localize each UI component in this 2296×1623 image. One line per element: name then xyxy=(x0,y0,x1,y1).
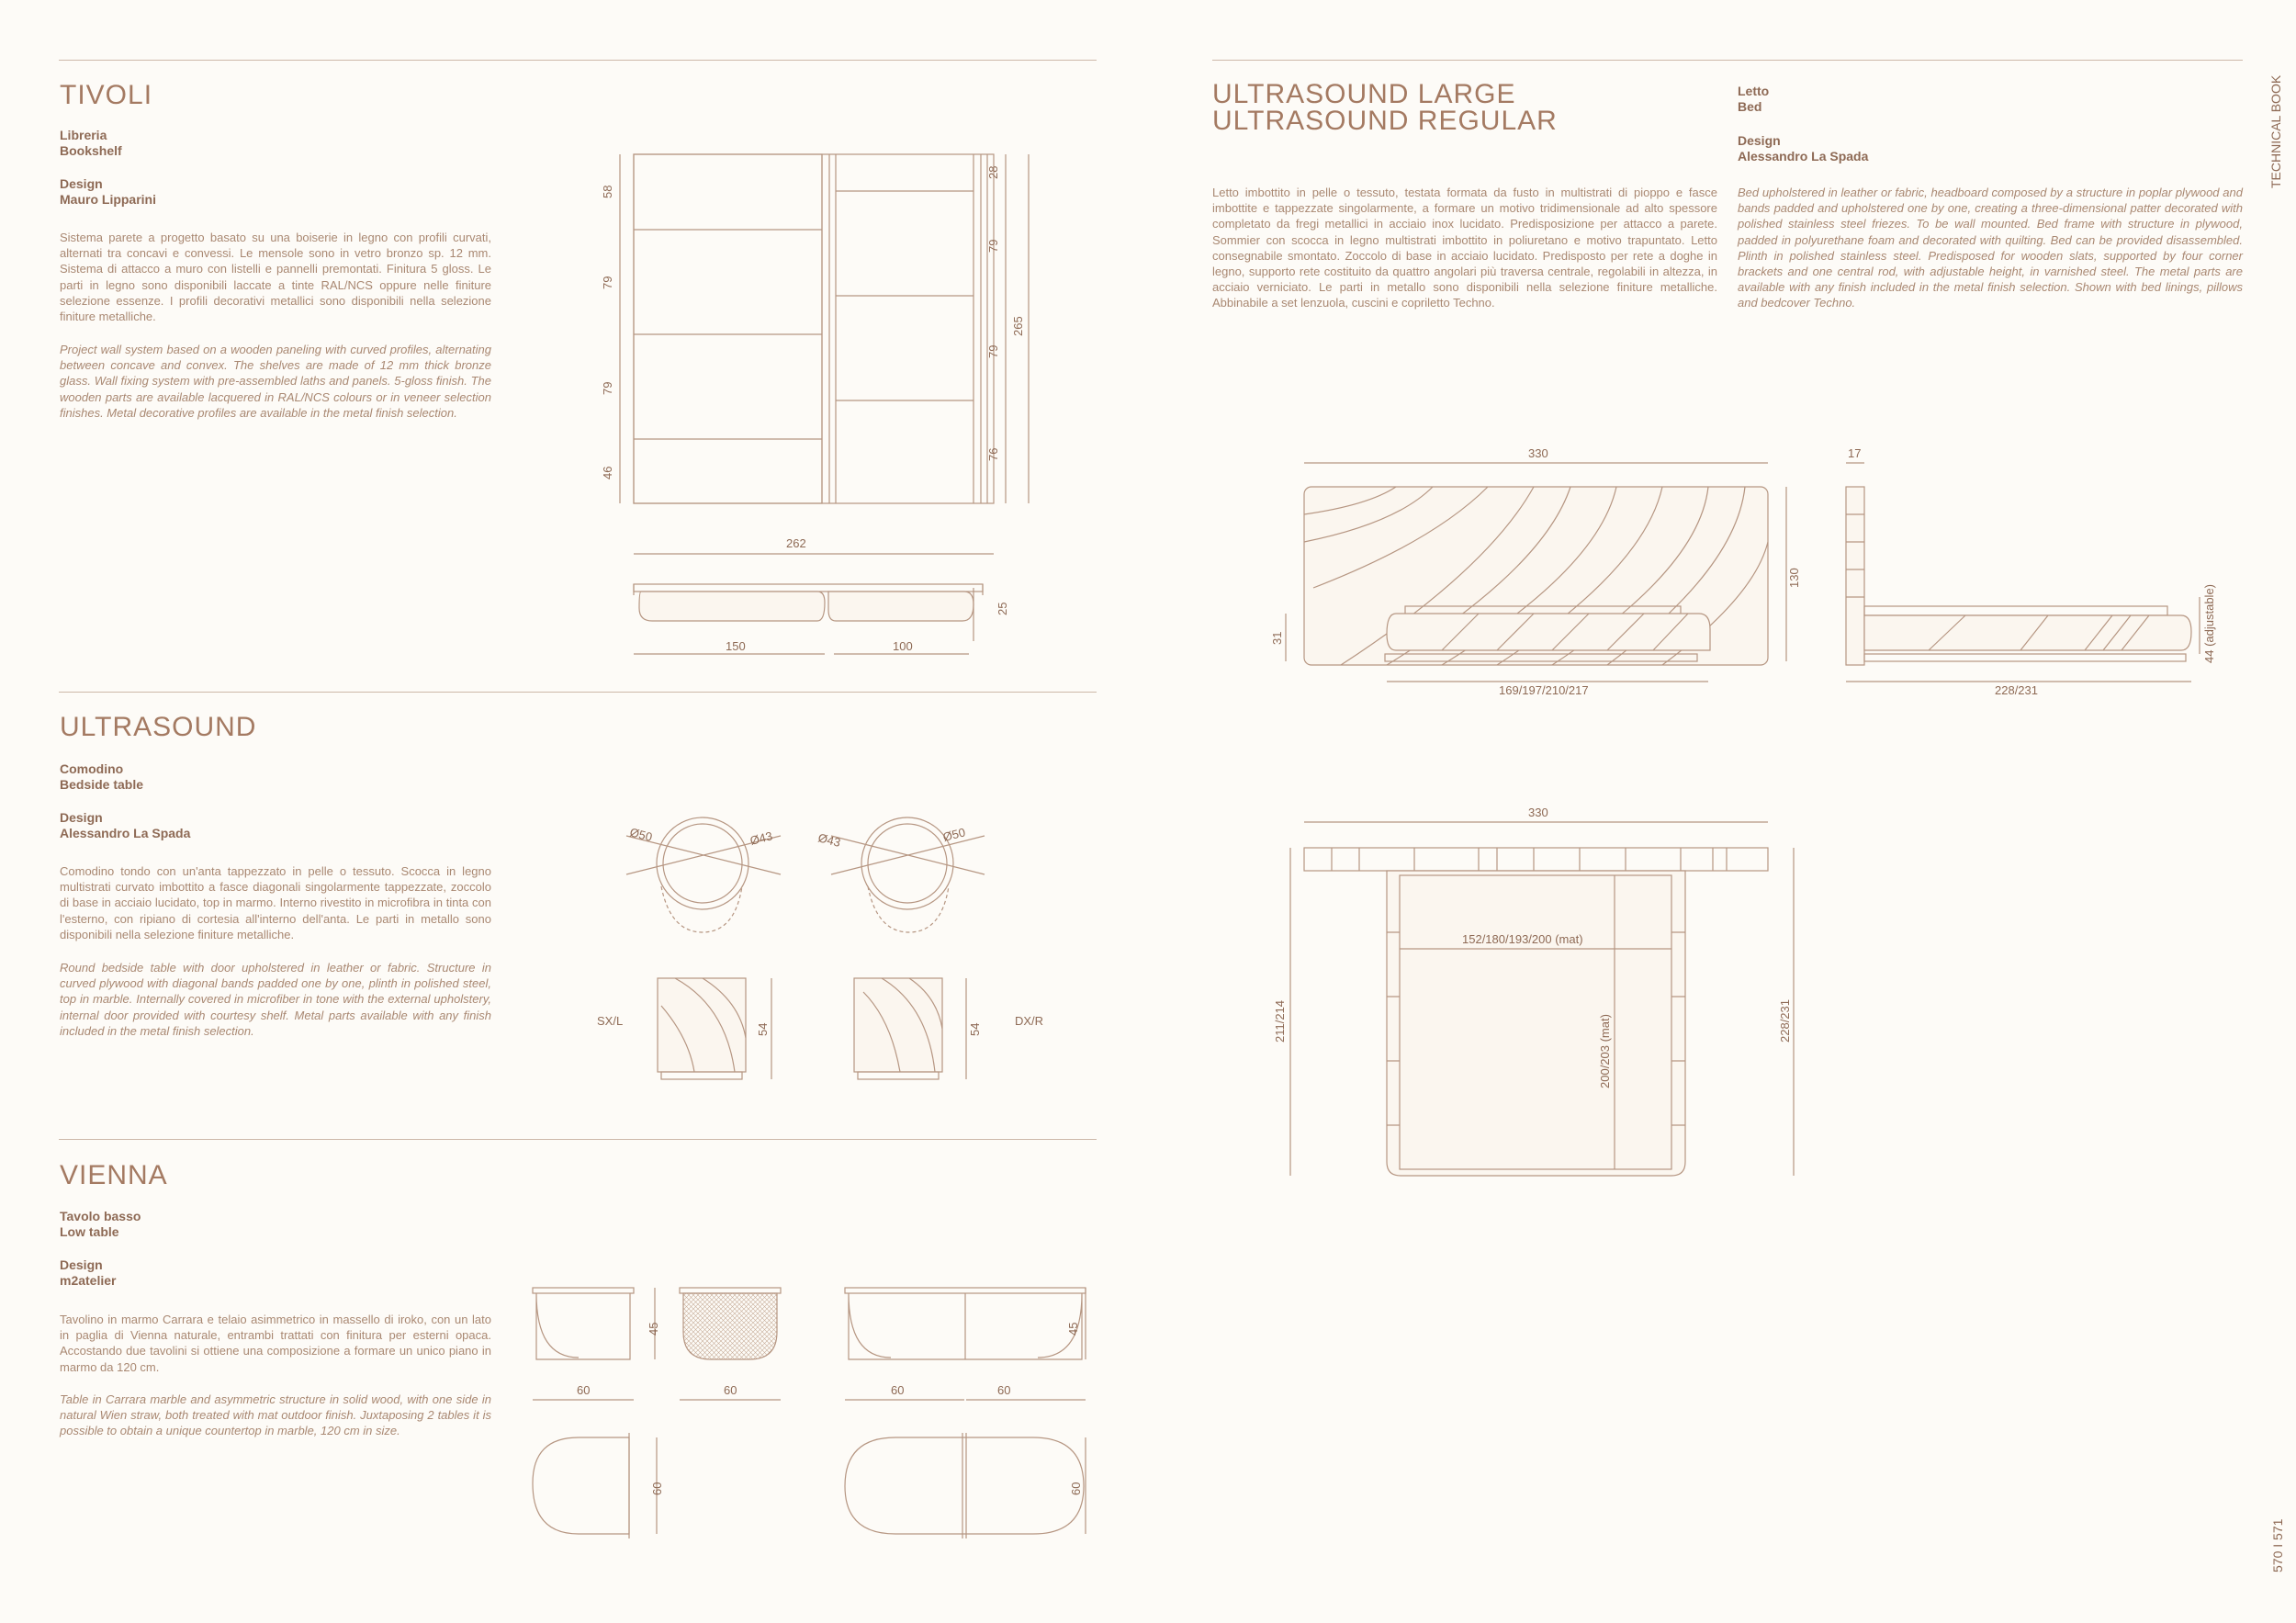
bedside-drawing xyxy=(588,808,1065,1102)
tivoli-dim-depth: 25 xyxy=(996,602,1009,615)
tivoli-dim-h2: 79 xyxy=(601,276,614,289)
section-rule-ultrasound xyxy=(59,692,1097,693)
vienna-dim-w-4: 60 xyxy=(997,1383,1011,1397)
bed-plan-drawing xyxy=(1258,804,1809,1189)
vienna-text-en: Table in Carrara marble and asymmetric structure in solid wood, with one side in natural Wien straw, both treated with mat outdoor finish. Juxtaposing 2 tables it is possible to obtain a unique countertop in marble, 120 cm in size. xyxy=(60,1392,491,1438)
bed-elevation-drawing xyxy=(1258,441,2216,707)
vienna-title: VIENNA xyxy=(60,1160,168,1190)
ultrasound-text-en: Round bedside table with door upholstered in leather or fabric. Structure in curved plywood with diagonal bands padded one by one, plinth in polished steel, top in marble. Internally covered in microfiber in tone with the external upholstery, internal door provided with courtesy shelf. Metal parts available with any finish included in the metal finish selection. xyxy=(60,961,491,1038)
bed-title-2: ULTRASOUND REGULAR xyxy=(1212,106,1558,136)
bed-dim-adjustable: 44 (adjustable) xyxy=(2202,584,2216,663)
tivoli-dim-total-h: 265 xyxy=(1011,316,1025,336)
vienna-dim-w-3: 60 xyxy=(891,1383,905,1397)
bed-type xyxy=(1738,84,1769,115)
tivoli-type-it: Libreria xyxy=(60,128,107,142)
bed-dim-length: 228/231 xyxy=(1995,683,2038,697)
tivoli-design-label: Design xyxy=(60,176,103,191)
vienna-type-it: Tavolo basso xyxy=(60,1209,141,1223)
bed-plan-dim-l1: 211/214 xyxy=(1273,999,1287,1043)
page-numbers: 570 I 571 xyxy=(2270,1518,2285,1572)
bed-dim-var-width: 169/197/210/217 xyxy=(1499,683,1589,697)
tivoli-type-en: Bookshelf xyxy=(60,143,122,158)
tivoli-dim-h4: 46 xyxy=(601,466,614,479)
bed-dim-130: 130 xyxy=(1787,568,1801,588)
vienna-design xyxy=(60,1257,116,1289)
section-rule-vienna xyxy=(59,1139,1097,1140)
vienna-dim-w-1: 60 xyxy=(577,1383,591,1397)
top-rule-left xyxy=(59,60,1097,61)
vienna-dim-h-1: 45 xyxy=(647,1322,660,1336)
bed-plan-dim-mat-length: 200/203 (mat) xyxy=(1598,1014,1612,1088)
vienna-design-label: Design xyxy=(60,1257,103,1272)
bed-plan-dim-l2: 228/231 xyxy=(1778,999,1792,1043)
ultrasound-title: ULTRASOUND xyxy=(60,712,257,742)
tivoli-dim-r4: 76 xyxy=(986,447,1000,461)
sidebar xyxy=(2259,55,2296,193)
bedside-right-label: DX/R xyxy=(1015,1014,1044,1028)
vienna-text-it: Tavolino in marmo Carrara e telaio asimmetrico in massello di iroko, con un lato in paglia di Vienna naturale, entrambi trattati con finitura per esterni opaca. Accostando due tavolini si ottiene una composizione a formare un unico piano in marmo da 120 cm. xyxy=(60,1313,491,1374)
bed-design-label: Design xyxy=(1738,133,1781,148)
technical-book-label: TECHNICAL BOOK xyxy=(2268,74,2283,188)
bedside-dim-d43-right: Ø43 xyxy=(816,830,842,850)
bed-dim-31: 31 xyxy=(1270,631,1284,645)
bed-type-en: Bed xyxy=(1738,99,1762,114)
tivoli-dim-r2: 79 xyxy=(986,239,1000,253)
tivoli-title: TIVOLI xyxy=(60,80,153,110)
ultrasound-type-it: Comodino xyxy=(60,761,124,776)
tivoli-dim-w2: 100 xyxy=(893,639,913,653)
vienna-dim-w-2: 60 xyxy=(724,1383,737,1397)
ultrasound-designer: Alessandro La Spada xyxy=(60,826,191,840)
bed-dim-width: 330 xyxy=(1528,446,1548,460)
ultrasound-text-it: Comodino tondo con un'anta tappezzato in pelle o tessuto. Scocca in legno multistrati curvato imbottito a fasce diagonali singolarmente tappezzate, zoccolo di base in acciaio lucidato, top in marmo. Interno rivestito in microfibra in tinta con l'esterno, con ripiano di cortesia all'interno dell'anta. Le parti in metallo sono disponibili nella selezione finiture metalliche. xyxy=(60,864,491,941)
bedside-dim-h-right: 54 xyxy=(968,1022,982,1036)
tivoli-dim-r1: 28 xyxy=(986,165,1000,179)
vienna-type-en: Low table xyxy=(60,1224,119,1239)
bed-title-1: ULTRASOUND LARGE xyxy=(1212,79,1516,109)
vienna-drawing xyxy=(523,1277,1111,1543)
ultrasound-type-en: Bedside table xyxy=(60,777,144,792)
bed-dim-17: 17 xyxy=(1848,446,1862,460)
bedside-dim-h-left: 54 xyxy=(756,1022,770,1036)
vienna-dim-d-1: 60 xyxy=(650,1482,664,1495)
bed-plan-dim-mat: 152/180/193/200 (mat) xyxy=(1462,932,1583,946)
tivoli-design xyxy=(60,176,156,208)
ultrasound-design-label: Design xyxy=(60,810,103,825)
top-rule-right xyxy=(1212,60,2243,61)
ultrasound-type xyxy=(60,761,143,793)
tivoli-dim-r3: 79 xyxy=(986,344,1000,358)
bed-type-it: Letto xyxy=(1738,84,1770,98)
bed-designer: Alessandro La Spada xyxy=(1738,149,1869,163)
tivoli-designer: Mauro Lipparini xyxy=(60,192,156,207)
bed-text-it: Letto imbottito in pelle o tessuto, testata formata da fusto in multistrati di pioppo e fasce imbottite e tappezzate singolarmente, a formare un motivo tridimensionale ad alto spessore completato da fregi metallici in acciaio inox lucidato. Predisposizione per attacco a parete. Sommier con scocca in legno multistrati imbottito in poliuretano e motivo trapuntato. Letto consegnabile smontato. Zoccolo di base in acciaio lucidato. Predisposto per rete a doghe in legno, supporto rete costituito da quattro angolari più traversa centrale, regolabili in altezza, in acciaio verniciato. Le parti in metallo sono disponibili nella selezione finiture metalliche. Abbinabile a set lenzuola, cuscini e copriletto Techno. xyxy=(1212,186,1717,310)
tivoli-dim-w1: 150 xyxy=(726,639,746,653)
bed-design xyxy=(1738,133,1868,164)
tivoli-type xyxy=(60,128,122,159)
tivoli-drawing xyxy=(588,138,1029,671)
bed-plan-dim-width: 330 xyxy=(1528,806,1548,819)
vienna-dim-h-2: 45 xyxy=(1066,1322,1080,1336)
tivoli-text-it: Sistema parete a progetto basato su una boiserie in legno con profili curvati, alternati tra concavi e convessi. Le mensole sono in vetro bronzo sp. 12 mm. Sistema di attacco a muro con listelli e pannelli premontati. Finitura 5 gloss. Le parti in legno sono disponibili laccate a tinte RAL/NCS oppure nelle finiture selezione essenze. I profili decorativi metallici sono disponibili nella selezione finiture metalliche. xyxy=(60,231,491,324)
tivoli-dim-h1: 58 xyxy=(601,185,614,198)
ultrasound-design xyxy=(60,810,190,841)
vienna-designer: m2atelier xyxy=(60,1273,117,1288)
tivoli-text-en: Project wall system based on a wooden paneling with curved profiles, alternating between concave and convex. The shelves are made of 12 mm thick bronze glass. Wall fixing system with pre-assembled laths and panels. 5-gloss finish. The wooden parts are available lacquered in RAL/NCS colours or in veneer selection finishes. Metal decorative profiles are available in the metal finish selection. xyxy=(60,343,491,420)
vienna-type xyxy=(60,1209,141,1240)
bedside-dim-d50-left: Ø50 xyxy=(628,825,654,844)
bedside-dim-d43-left: Ø43 xyxy=(748,828,774,848)
bedside-left-label: SX/L xyxy=(597,1014,624,1028)
bedside-dim-d50-right: Ø50 xyxy=(941,825,967,844)
bed-text-en: Bed upholstered in leather or fabric, headboard composed by a structure in poplar plywood and bands padded and upholstered one by one, creating a three-dimensional patter decorated with polished stainless steel friezes. To be wall mounted. Bed frame with structure in plywood, padded in polyurethane foam and decorated with quilting. Bed can be provided disassembled. Plinth in polished stainless steel. Predisposed for wooden slats, supported by four corner brackets and one central rod, with adjustable height, in varnished steel. The metal parts are available with any finish included in the metal finish selection. Shown with bed linings, pillows and bedcover Techno. xyxy=(1738,186,2243,310)
tivoli-dim-h3: 79 xyxy=(601,381,614,395)
tivoli-dim-width: 262 xyxy=(786,536,806,550)
vienna-dim-d-2: 60 xyxy=(1069,1482,1083,1495)
